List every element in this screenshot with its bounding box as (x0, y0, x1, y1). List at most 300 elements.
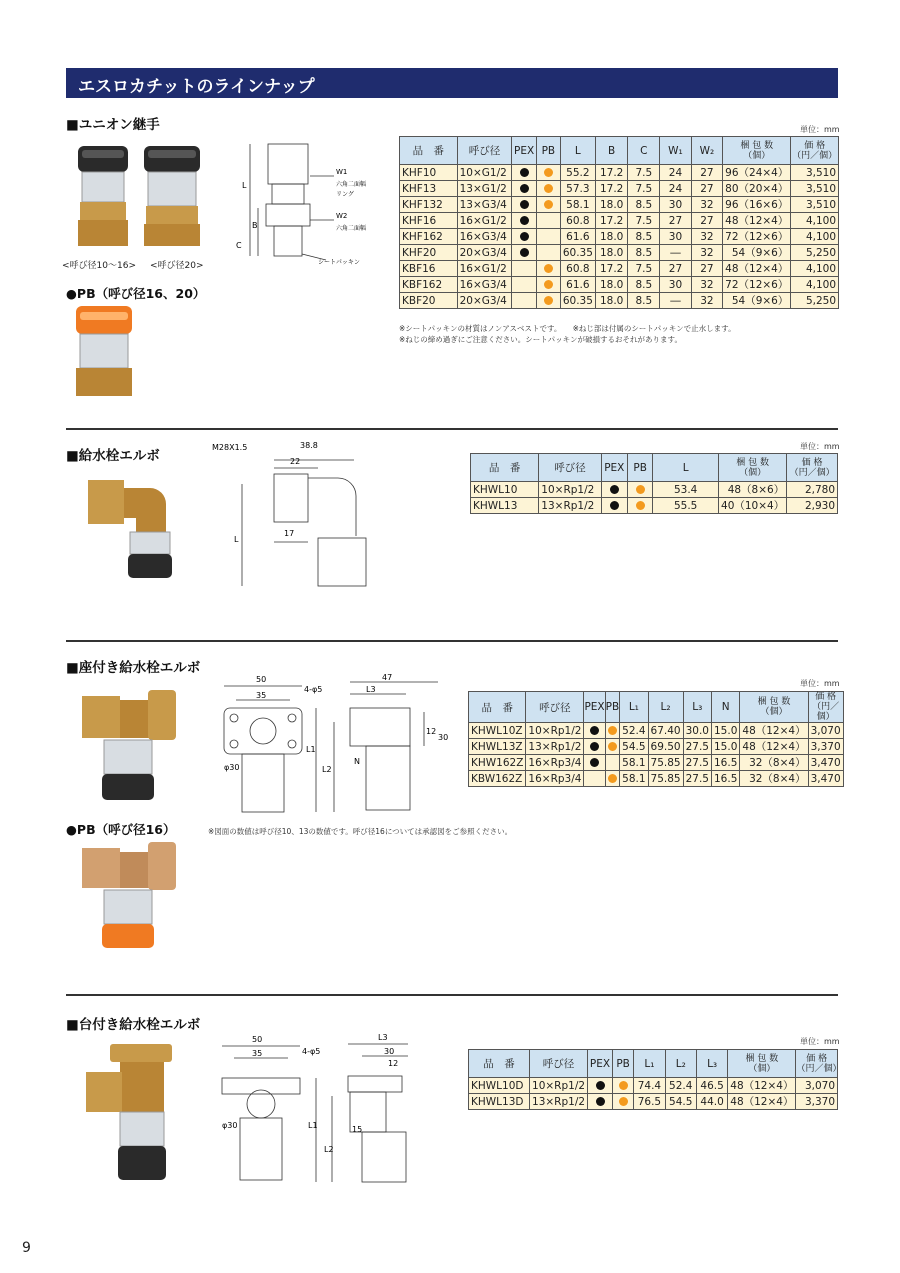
dimension-cell: 17.2 (595, 261, 628, 277)
dimension-cell: 16.5 (712, 755, 740, 771)
nominal-size-cell: 10×Rp1/2 (526, 723, 584, 739)
th-L3: L₃ (683, 692, 711, 723)
th-size: 呼び径 (526, 692, 584, 723)
th-L: L (560, 137, 595, 165)
dimension-cell: 7.5 (628, 165, 660, 181)
dimension-cell: 32 (691, 197, 722, 213)
nominal-size-cell: 10×G1/2 (457, 165, 512, 181)
nominal-size-cell: 10×Rp1/2 (530, 1078, 588, 1094)
pex-cell (512, 181, 537, 197)
pex-cell (512, 261, 537, 277)
dim-L3: L3 (378, 1033, 388, 1042)
dimension-cell: 54.5 (665, 1094, 696, 1110)
product-code-cell: KHWL13D (469, 1094, 530, 1110)
price-cell: 5,250 (791, 293, 839, 309)
pb-dot-icon (608, 726, 617, 735)
pb-cell (536, 229, 560, 245)
table-row (469, 755, 844, 771)
pb-cell (612, 1078, 633, 1094)
dimension-cell: 32 (691, 277, 722, 293)
dimension-cell: 44.0 (696, 1094, 727, 1110)
dimension-cell: 27 (660, 213, 691, 229)
dim-35: 35 (252, 1049, 263, 1058)
pack-quantity-cell: 48（12×4） (740, 739, 808, 755)
pack-quantity-cell: 48（12×4） (723, 261, 791, 277)
dimension-cell: 7.5 (628, 261, 660, 277)
th-L: L (653, 454, 719, 482)
th-code: 品 番 (469, 1050, 530, 1078)
pb-label-union: ●PB（呼び径16、20） (66, 286, 206, 301)
dimension-cell: 8.5 (628, 197, 660, 213)
pb-cell (536, 261, 560, 277)
dimension-cell: 58.1 (620, 771, 648, 787)
table-row (400, 229, 839, 245)
dim-W1: W1 (336, 168, 348, 176)
price-cell: 3,070 (808, 723, 843, 739)
th-pack: 梱 包 数 （個） (723, 137, 791, 165)
dimension-cell: 52.4 (665, 1078, 696, 1094)
base-elbow-table-body (469, 1078, 838, 1110)
pack-quantity-cell: 96（16×6） (723, 197, 791, 213)
pack-quantity-cell: 32（8×4） (740, 755, 808, 771)
price-cell: 3,070 (796, 1078, 838, 1094)
th-C: C (628, 137, 660, 165)
price-cell: 4,100 (791, 277, 839, 293)
ring-note: リング (336, 191, 354, 198)
dimension-cell: 7.5 (628, 181, 660, 197)
dim-4-phi5: 4-φ5 (302, 1047, 321, 1056)
pb-cell (627, 498, 652, 514)
price-cell: 3,470 (808, 771, 843, 787)
pb-cell (536, 293, 560, 309)
dimension-cell: 58.1 (620, 755, 648, 771)
unit-label-seated: 単位：mm (800, 679, 840, 688)
th-pack: 梱 包 数 （個） (728, 1050, 796, 1078)
nominal-size-cell: 10×Rp1/2 (539, 482, 601, 498)
price-cell: 3,510 (791, 197, 839, 213)
product-code-cell: KBF162 (400, 277, 458, 293)
dim-L-elbow: L (234, 535, 239, 544)
table-row (400, 197, 839, 213)
unit-label-elbow: 単位：mm (800, 442, 840, 451)
pack-quantity-cell: 96（24×4） (723, 165, 791, 181)
dimension-cell: 74.4 (634, 1078, 665, 1094)
base-elbow-drawing (212, 1032, 412, 1192)
section-title-elbow: ■給水栓エルボ (66, 448, 160, 464)
product-code-cell: KHWL10 (471, 482, 539, 498)
table-row (400, 261, 839, 277)
nominal-size-cell: 20×G3/4 (457, 293, 512, 309)
dimension-cell: 27.5 (683, 771, 711, 787)
pb-cell (536, 165, 560, 181)
dim-phi30: φ30 (222, 1121, 238, 1130)
dimension-cell: 61.6 (560, 229, 595, 245)
th-price: 価 格 （円／個） (787, 454, 838, 482)
pb-dot-icon (544, 264, 553, 273)
dimension-cell: 30 (660, 229, 691, 245)
dimension-cell: 57.3 (560, 181, 595, 197)
th-pb: PB (627, 454, 652, 482)
price-cell: 2,780 (787, 482, 838, 498)
union-pb-photo (72, 302, 136, 400)
dimension-cell: 18.0 (595, 277, 628, 293)
th-price: 価 格 （円／個） (796, 1050, 838, 1078)
product-code-cell: KHWL13Z (469, 739, 526, 755)
dimension-cell: 27.5 (683, 755, 711, 771)
price-cell: 4,100 (791, 213, 839, 229)
dimension-cell: 55.2 (560, 165, 595, 181)
section-divider (66, 428, 838, 430)
pex-dot-icon (590, 742, 599, 751)
section-title-union: ■ユニオン継手 (66, 117, 160, 133)
table-row (471, 482, 838, 498)
w2-note: 六角二面幅 (336, 225, 367, 232)
th-W1: W₁ (660, 137, 691, 165)
dimension-cell: 30 (660, 197, 691, 213)
elbow-photo (80, 474, 180, 586)
dimension-cell: 55.5 (653, 498, 719, 514)
dim-L: L (242, 181, 247, 190)
section-title-seated-elbow: ■座付き給水栓エルボ (66, 660, 201, 676)
pex-dot-icon (596, 1081, 605, 1090)
dimension-cell: 27.5 (683, 739, 711, 755)
pb-cell (627, 482, 652, 498)
table-row (400, 181, 839, 197)
dimension-cell: 60.8 (560, 213, 595, 229)
dimension-cell: 67.40 (648, 723, 683, 739)
dimension-cell: 27 (691, 261, 722, 277)
dim-15: 15 (352, 1125, 363, 1134)
pex-dot-icon (520, 200, 529, 209)
seated-elbow-spec-table (468, 691, 844, 787)
dim-50: 50 (252, 1035, 263, 1044)
th-L3: L₃ (696, 1050, 727, 1078)
th-pb: PB (536, 137, 560, 165)
dim-L3: L3 (366, 685, 376, 694)
dimension-cell: 32 (691, 293, 722, 309)
product-code-cell: KHF20 (400, 245, 458, 261)
dimension-cell: 27 (691, 213, 722, 229)
pack-quantity-cell: 72（12×6） (723, 229, 791, 245)
dim-12: 12 (388, 1059, 399, 1068)
product-code-cell: KHF10 (400, 165, 458, 181)
dimension-cell: 76.5 (634, 1094, 665, 1110)
product-code-cell: KHW162Z (469, 755, 526, 771)
dim-B: B (252, 221, 258, 230)
dim-35: 35 (256, 691, 267, 700)
pb-dot-icon (544, 296, 553, 305)
dimension-cell: 15.0 (712, 723, 740, 739)
banner-title: エスロカチットのラインナップ (78, 77, 315, 97)
dimension-cell: 69.50 (648, 739, 683, 755)
pex-dot-icon (596, 1097, 605, 1106)
union-drawing (230, 136, 370, 268)
pb-cell (605, 739, 620, 755)
dimension-cell: 32 (691, 229, 722, 245)
pex-cell (601, 482, 627, 498)
pex-cell (512, 229, 537, 245)
pack-quantity-cell: 40（10×4） (719, 498, 787, 514)
table-row (469, 723, 844, 739)
dimension-cell: 75.85 (648, 755, 683, 771)
seated-elbow-table-body (469, 723, 844, 787)
product-code-cell: KHF16 (400, 213, 458, 229)
dimension-cell: 32 (691, 245, 722, 261)
dimension-cell: 15.0 (712, 739, 740, 755)
th-pex: PEX (588, 1050, 613, 1078)
dimension-cell: 18.0 (595, 229, 628, 245)
product-code-cell: KBW162Z (469, 771, 526, 787)
table-row (471, 498, 838, 514)
th-pex: PEX (601, 454, 627, 482)
price-cell: 3,370 (796, 1094, 838, 1110)
table-row (469, 1078, 838, 1094)
dim-L2: L2 (322, 765, 332, 774)
pb-cell (536, 277, 560, 293)
dimension-cell: 17.2 (595, 181, 628, 197)
dim-N: N (354, 757, 360, 766)
unit-label-base: 単位：mm (800, 1037, 840, 1046)
dimension-cell: 8.5 (628, 229, 660, 245)
dim-30: 30 (384, 1047, 395, 1056)
th-L1: L₁ (634, 1050, 665, 1078)
dimension-cell: 27 (691, 181, 722, 197)
dimension-cell: 7.5 (628, 213, 660, 229)
pex-dot-icon (610, 485, 619, 494)
price-cell: 3,510 (791, 181, 839, 197)
dimension-cell: 61.6 (560, 277, 595, 293)
product-code-cell: KBF16 (400, 261, 458, 277)
pb-dot-icon (636, 501, 645, 510)
pack-quantity-cell: 48（12×4） (723, 213, 791, 229)
th-price: 価 格 （円／個） (791, 137, 839, 165)
product-code-cell: KHF132 (400, 197, 458, 213)
pb-dot-icon (544, 184, 553, 193)
pex-cell (584, 755, 605, 771)
price-cell: 4,100 (791, 229, 839, 245)
section-title-base-elbow: ■台付き給水栓エルボ (66, 1017, 201, 1033)
price-cell: 3,510 (791, 165, 839, 181)
pb-cell (605, 755, 620, 771)
dimension-cell: ― (660, 245, 691, 261)
dimension-cell: 54.5 (620, 739, 648, 755)
dimension-cell: 27 (691, 165, 722, 181)
dim-22: 22 (290, 457, 301, 466)
pack-quantity-cell: 48（12×4） (740, 723, 808, 739)
dimension-cell: 60.8 (560, 261, 595, 277)
dimension-cell: 30.0 (683, 723, 711, 739)
th-pack: 梱 包 数 （個） (719, 454, 787, 482)
seat-packing-note: シートパッキン (318, 259, 360, 266)
pack-quantity-cell: 48（8×6） (719, 482, 787, 498)
product-code-cell: KBF20 (400, 293, 458, 309)
dim-47: 47 (382, 673, 393, 682)
nominal-size-cell: 20×G3/4 (457, 245, 512, 261)
table-row (469, 1094, 838, 1110)
dim-17: 17 (284, 529, 295, 538)
dimension-cell: 52.4 (620, 723, 648, 739)
table-row (400, 213, 839, 229)
dim-30: 30 (438, 733, 449, 742)
pack-quantity-cell: 72（12×6） (723, 277, 791, 293)
pack-quantity-cell: 32（8×4） (740, 771, 808, 787)
dimension-cell: 16.5 (712, 771, 740, 787)
nominal-size-cell: 13×G1/2 (457, 181, 512, 197)
dim-thread: M28X1.5 (212, 443, 248, 452)
seated-elbow-pb-photo (78, 840, 182, 952)
product-code-cell: KHWL13 (471, 498, 539, 514)
pb-dot-icon (544, 280, 553, 289)
pb-dot-icon (619, 1081, 628, 1090)
pex-cell (512, 293, 537, 309)
nominal-size-cell: 13×G3/4 (457, 197, 512, 213)
pb-dot-icon (636, 485, 645, 494)
dimension-cell: 8.5 (628, 293, 660, 309)
nominal-size-cell: 16×G3/4 (457, 229, 512, 245)
product-code-cell: KHF13 (400, 181, 458, 197)
dimension-cell: 53.4 (653, 482, 719, 498)
pb-cell (536, 181, 560, 197)
th-B: B (595, 137, 628, 165)
th-size: 呼び径 (530, 1050, 588, 1078)
dimension-cell: 18.0 (595, 197, 628, 213)
seated-elbow-drawing (210, 672, 460, 822)
dimension-cell: 27 (660, 261, 691, 277)
dimension-cell: 8.5 (628, 277, 660, 293)
union-note-2: ※ねじの締め過ぎにご注意ください。シートパッキンが破損するおそれがあります。 (399, 335, 682, 344)
pex-cell (512, 165, 537, 181)
nominal-size-cell: 13×Rp1/2 (530, 1094, 588, 1110)
pex-cell (601, 498, 627, 514)
union-table-body (400, 165, 839, 309)
table-row (400, 277, 839, 293)
pb-cell (536, 213, 560, 229)
th-pb: PB (612, 1050, 633, 1078)
pex-dot-icon (520, 248, 529, 257)
th-price: 価 格 （円／個） (808, 692, 843, 723)
dim-12: 12 (426, 727, 437, 736)
product-code-cell: KHWL10D (469, 1078, 530, 1094)
pex-dot-icon (590, 758, 599, 767)
nominal-size-cell: 16×Rp3/4 (526, 771, 584, 787)
elbow-drawing (208, 438, 378, 594)
pb-cell (536, 197, 560, 213)
dim-50: 50 (256, 675, 267, 684)
pack-quantity-cell: 48（12×4） (728, 1078, 796, 1094)
pex-cell (584, 771, 605, 787)
nominal-size-cell: 16×Rp3/4 (526, 755, 584, 771)
pb-dot-icon (608, 774, 617, 783)
section-divider (66, 994, 838, 996)
dim-L2: L2 (324, 1145, 334, 1154)
page-number: 9 (22, 1240, 31, 1256)
pex-dot-icon (520, 216, 529, 225)
page-banner (66, 68, 838, 98)
pack-quantity-cell: 54（9×6） (723, 293, 791, 309)
table-row (469, 771, 844, 787)
th-N: N (712, 692, 740, 723)
price-cell: 5,250 (791, 245, 839, 261)
price-cell: 3,370 (808, 739, 843, 755)
pex-cell (512, 197, 537, 213)
price-cell: 2,930 (787, 498, 838, 514)
price-cell: 3,470 (808, 755, 843, 771)
union-spec-table (399, 136, 839, 309)
base-elbow-photo (80, 1040, 190, 1186)
product-code-cell: KHWL10Z (469, 723, 526, 739)
section-divider (66, 640, 838, 642)
dimension-cell: 30 (660, 277, 691, 293)
th-code: 品 番 (469, 692, 526, 723)
th-code: 品 番 (471, 454, 539, 482)
th-W2: W₂ (691, 137, 722, 165)
pex-cell (588, 1078, 613, 1094)
dimension-cell: 17.2 (595, 213, 628, 229)
pack-quantity-cell: 48（12×4） (728, 1094, 796, 1110)
th-pex: PEX (584, 692, 605, 723)
price-cell: 4,100 (791, 261, 839, 277)
th-code: 品 番 (400, 137, 458, 165)
dimension-cell: 60.35 (560, 293, 595, 309)
dim-phi30: φ30 (224, 763, 240, 772)
pex-cell (512, 277, 537, 293)
dim-4-phi5: 4-φ5 (304, 685, 323, 694)
w1-note: 六角二面幅 (336, 181, 367, 188)
pb-cell (605, 771, 620, 787)
table-row (400, 245, 839, 261)
dimension-cell: 24 (660, 181, 691, 197)
photo-caption-large: <呼び径20> (150, 261, 204, 271)
nominal-size-cell: 16×G1/2 (457, 213, 512, 229)
pb-cell (605, 723, 620, 739)
dim-W2: W2 (336, 212, 348, 220)
pb-dot-icon (619, 1097, 628, 1106)
table-row (400, 293, 839, 309)
seated-elbow-photo (78, 686, 182, 804)
pb-label-seated: ●PB（呼び径16） (66, 822, 176, 837)
table-row (400, 165, 839, 181)
th-pack: 梱 包 数 （個） (740, 692, 808, 723)
th-size: 呼び径 (539, 454, 601, 482)
nominal-size-cell: 13×Rp1/2 (539, 498, 601, 514)
dimension-cell: 75.85 (648, 771, 683, 787)
pb-cell (612, 1094, 633, 1110)
elbow-spec-table (470, 453, 838, 514)
pex-dot-icon (590, 726, 599, 735)
union-note-1: ※シートパッキンの材質はノンアスベストです。 ※ねじ部は付属のシートパッキンで止水します。 (399, 324, 736, 333)
pex-dot-icon (520, 184, 529, 193)
pex-dot-icon (610, 501, 619, 510)
nominal-size-cell: 16×G1/2 (457, 261, 512, 277)
pex-dot-icon (520, 168, 529, 177)
dimension-cell: 18.0 (595, 245, 628, 261)
elbow-table-body (471, 482, 838, 514)
seated-note: ※図面の数値は呼び径10、13の数値です。呼び径16については承認図をご参照ください。 (208, 827, 513, 836)
pack-quantity-cell: 54（9×6） (723, 245, 791, 261)
dim-L1: L1 (306, 745, 316, 754)
pex-cell (588, 1094, 613, 1110)
dim-L1: L1 (308, 1121, 318, 1130)
pb-cell (536, 245, 560, 261)
th-size: 呼び径 (457, 137, 512, 165)
th-L1: L₁ (620, 692, 648, 723)
dimension-cell: 18.0 (595, 293, 628, 309)
unit-label-union: 単位：mm (800, 125, 840, 134)
pb-dot-icon (544, 200, 553, 209)
dimension-cell: 58.1 (560, 197, 595, 213)
product-code-cell: KHF162 (400, 229, 458, 245)
th-pex: PEX (512, 137, 537, 165)
